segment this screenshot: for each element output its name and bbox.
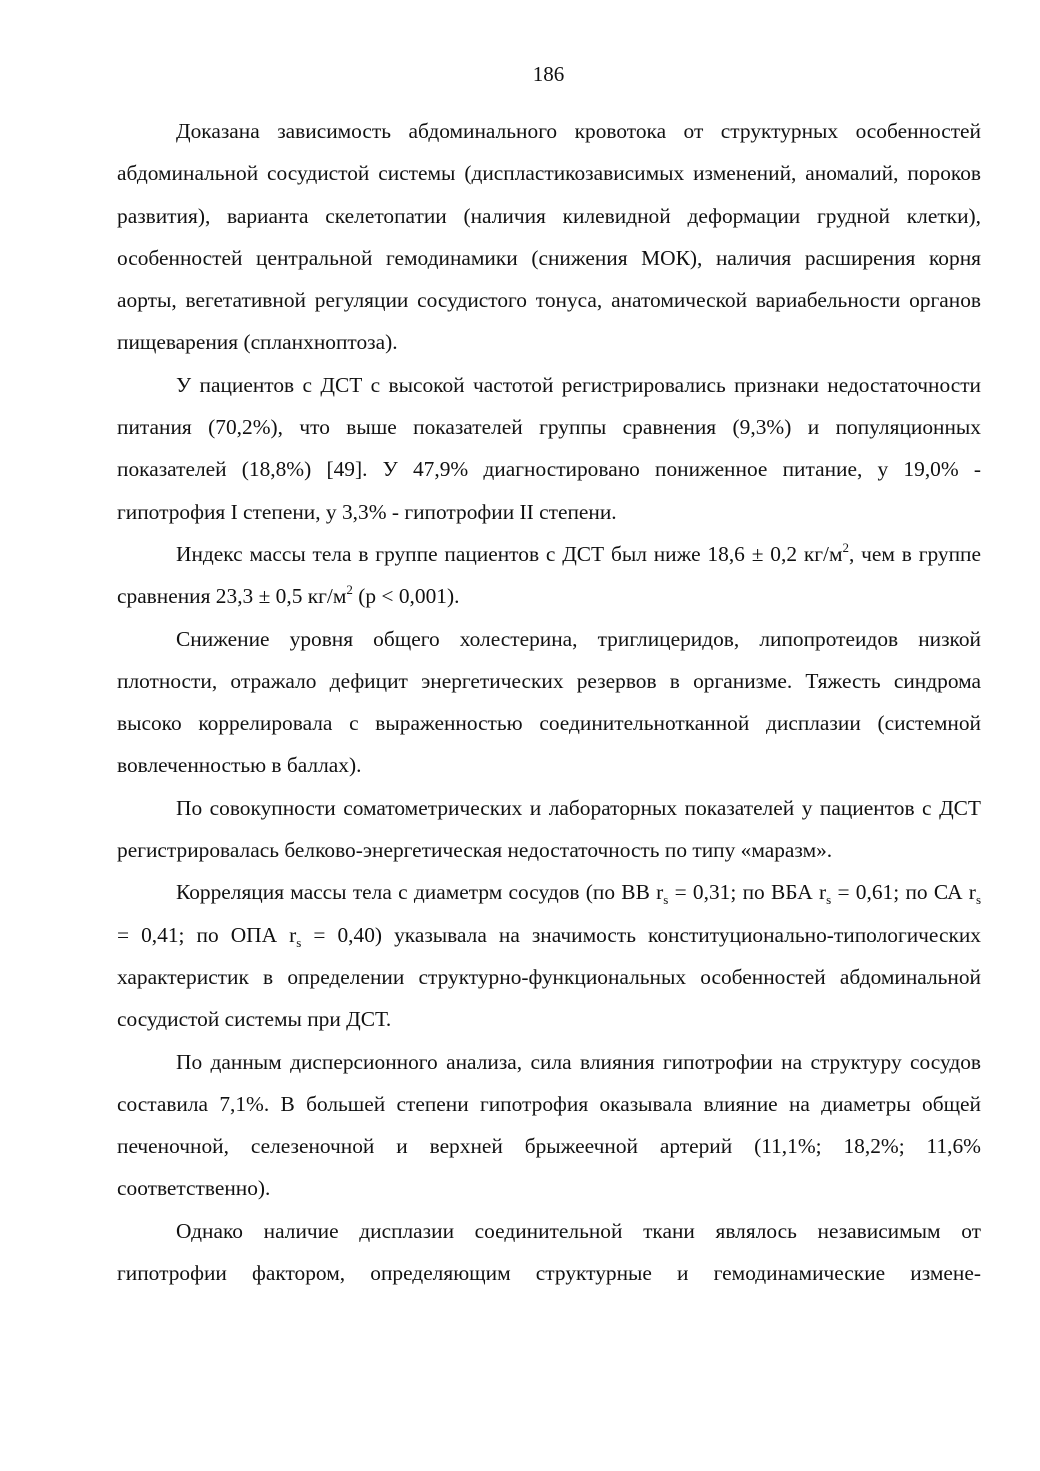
paragraph-cholesterol: Снижение уровня общего холестерина, триглицеридов, липопротеидов низкой плотности, отражало дефицит энергетических резервов в организме. Тяжесть синдрома высоко коррелировала с выраженностью соединительнотканной дисплазии (системной вовлеченностью в баллах). xyxy=(117,626,981,778)
paragraph-nutrition-deficiency: У пациентов с ДСТ с высокой частотой регистрировались признаки недостаточности питания (70,2%), что выше показателей группы сравнения (9,3%) и популяционных показателей (18,8%) [49]. У 47,9% диагностировано пониженное питание, у 19,0% - гипотрофия I степени, у 3,3% - гипотрофии II степени. xyxy=(117,372,981,524)
paragraph-dispersion-analysis: По данным дисперсионного анализа, сила влияния гипотрофии на структуру сосудов составила 7,1%. В большей степени гипотрофия оказывала влияние на диаметры общей печеночной, селезеночной и верхней брыжеечной артерий (11,1%; 18,2%; 11,6% соответственно). xyxy=(117,1049,981,1201)
bmi-text-part-1: Индекс массы тела в группе пациентов с ДСТ был ниже 18,6 ± 0,2 кг/м xyxy=(176,541,843,566)
correlation-text-part-5: = 0,40) указывала на значимость конституционально-типологических характеристик в определении структурно-функциональных особенностей абдоминальной сосудистой системы при ДСТ. xyxy=(117,922,981,1032)
correlation-subscript-3: s xyxy=(975,892,981,908)
bmi-text-part-2: , чем в группе сравнения 23,3 ± 0,5 кг/м xyxy=(117,541,982,609)
correlation-text-part-2: = 0,31; по ВБА r xyxy=(668,880,827,905)
paragraph-abdominal-bloodflow: Доказана зависимость абдоминального кровотока от структурных особенностей абдоминальной сосудистой системы (диспластикозависимых изменений, аномалий, пороков развития), варианта скелетопатии (наличия килевидной деформации грудной клетки), особенностей центральной гемодинамики (снижения МОК), наличия расширения корня аорты, вегетативной регуляции сосудистого тонуса, анатомической вариабельности органов пищеварения (спланхноптоза). xyxy=(117,119,981,355)
bmi-superscript-1: 2 xyxy=(842,539,849,555)
page-body xyxy=(117,110,981,1294)
paragraph-dysplasia-factor: Однако наличие дисплазии соединительной ткани являлось независимым от гипотрофии фактором, определяющим структурные и гемодинамические измене- xyxy=(117,1218,981,1286)
correlation-subscript-2: s xyxy=(826,892,832,908)
correlation-subscript-4: s xyxy=(296,934,302,950)
page-number: 186 xyxy=(532,62,565,86)
correlation-text-part-1: Корреляция массы тела с диаметрм сосудов (по ВВ r xyxy=(176,880,664,905)
paragraph-correlation xyxy=(117,871,981,1040)
paragraph-body-mass-index xyxy=(117,533,981,618)
paragraph-marasmus: По совокупности соматометрических и лабораторных показателей у пациентов с ДСТ регистрировалась белково-энергетическая недостаточность по типу «маразм». xyxy=(117,795,981,863)
correlation-text-part-4: = 0,41; по ОПА r xyxy=(117,922,297,947)
bmi-superscript-2: 2 xyxy=(346,582,353,598)
correlation-text-part-3: = 0,61; по СА r xyxy=(831,880,976,905)
bmi-text-part-3: (р < 0,001). xyxy=(352,584,460,609)
correlation-subscript-1: s xyxy=(663,892,669,908)
